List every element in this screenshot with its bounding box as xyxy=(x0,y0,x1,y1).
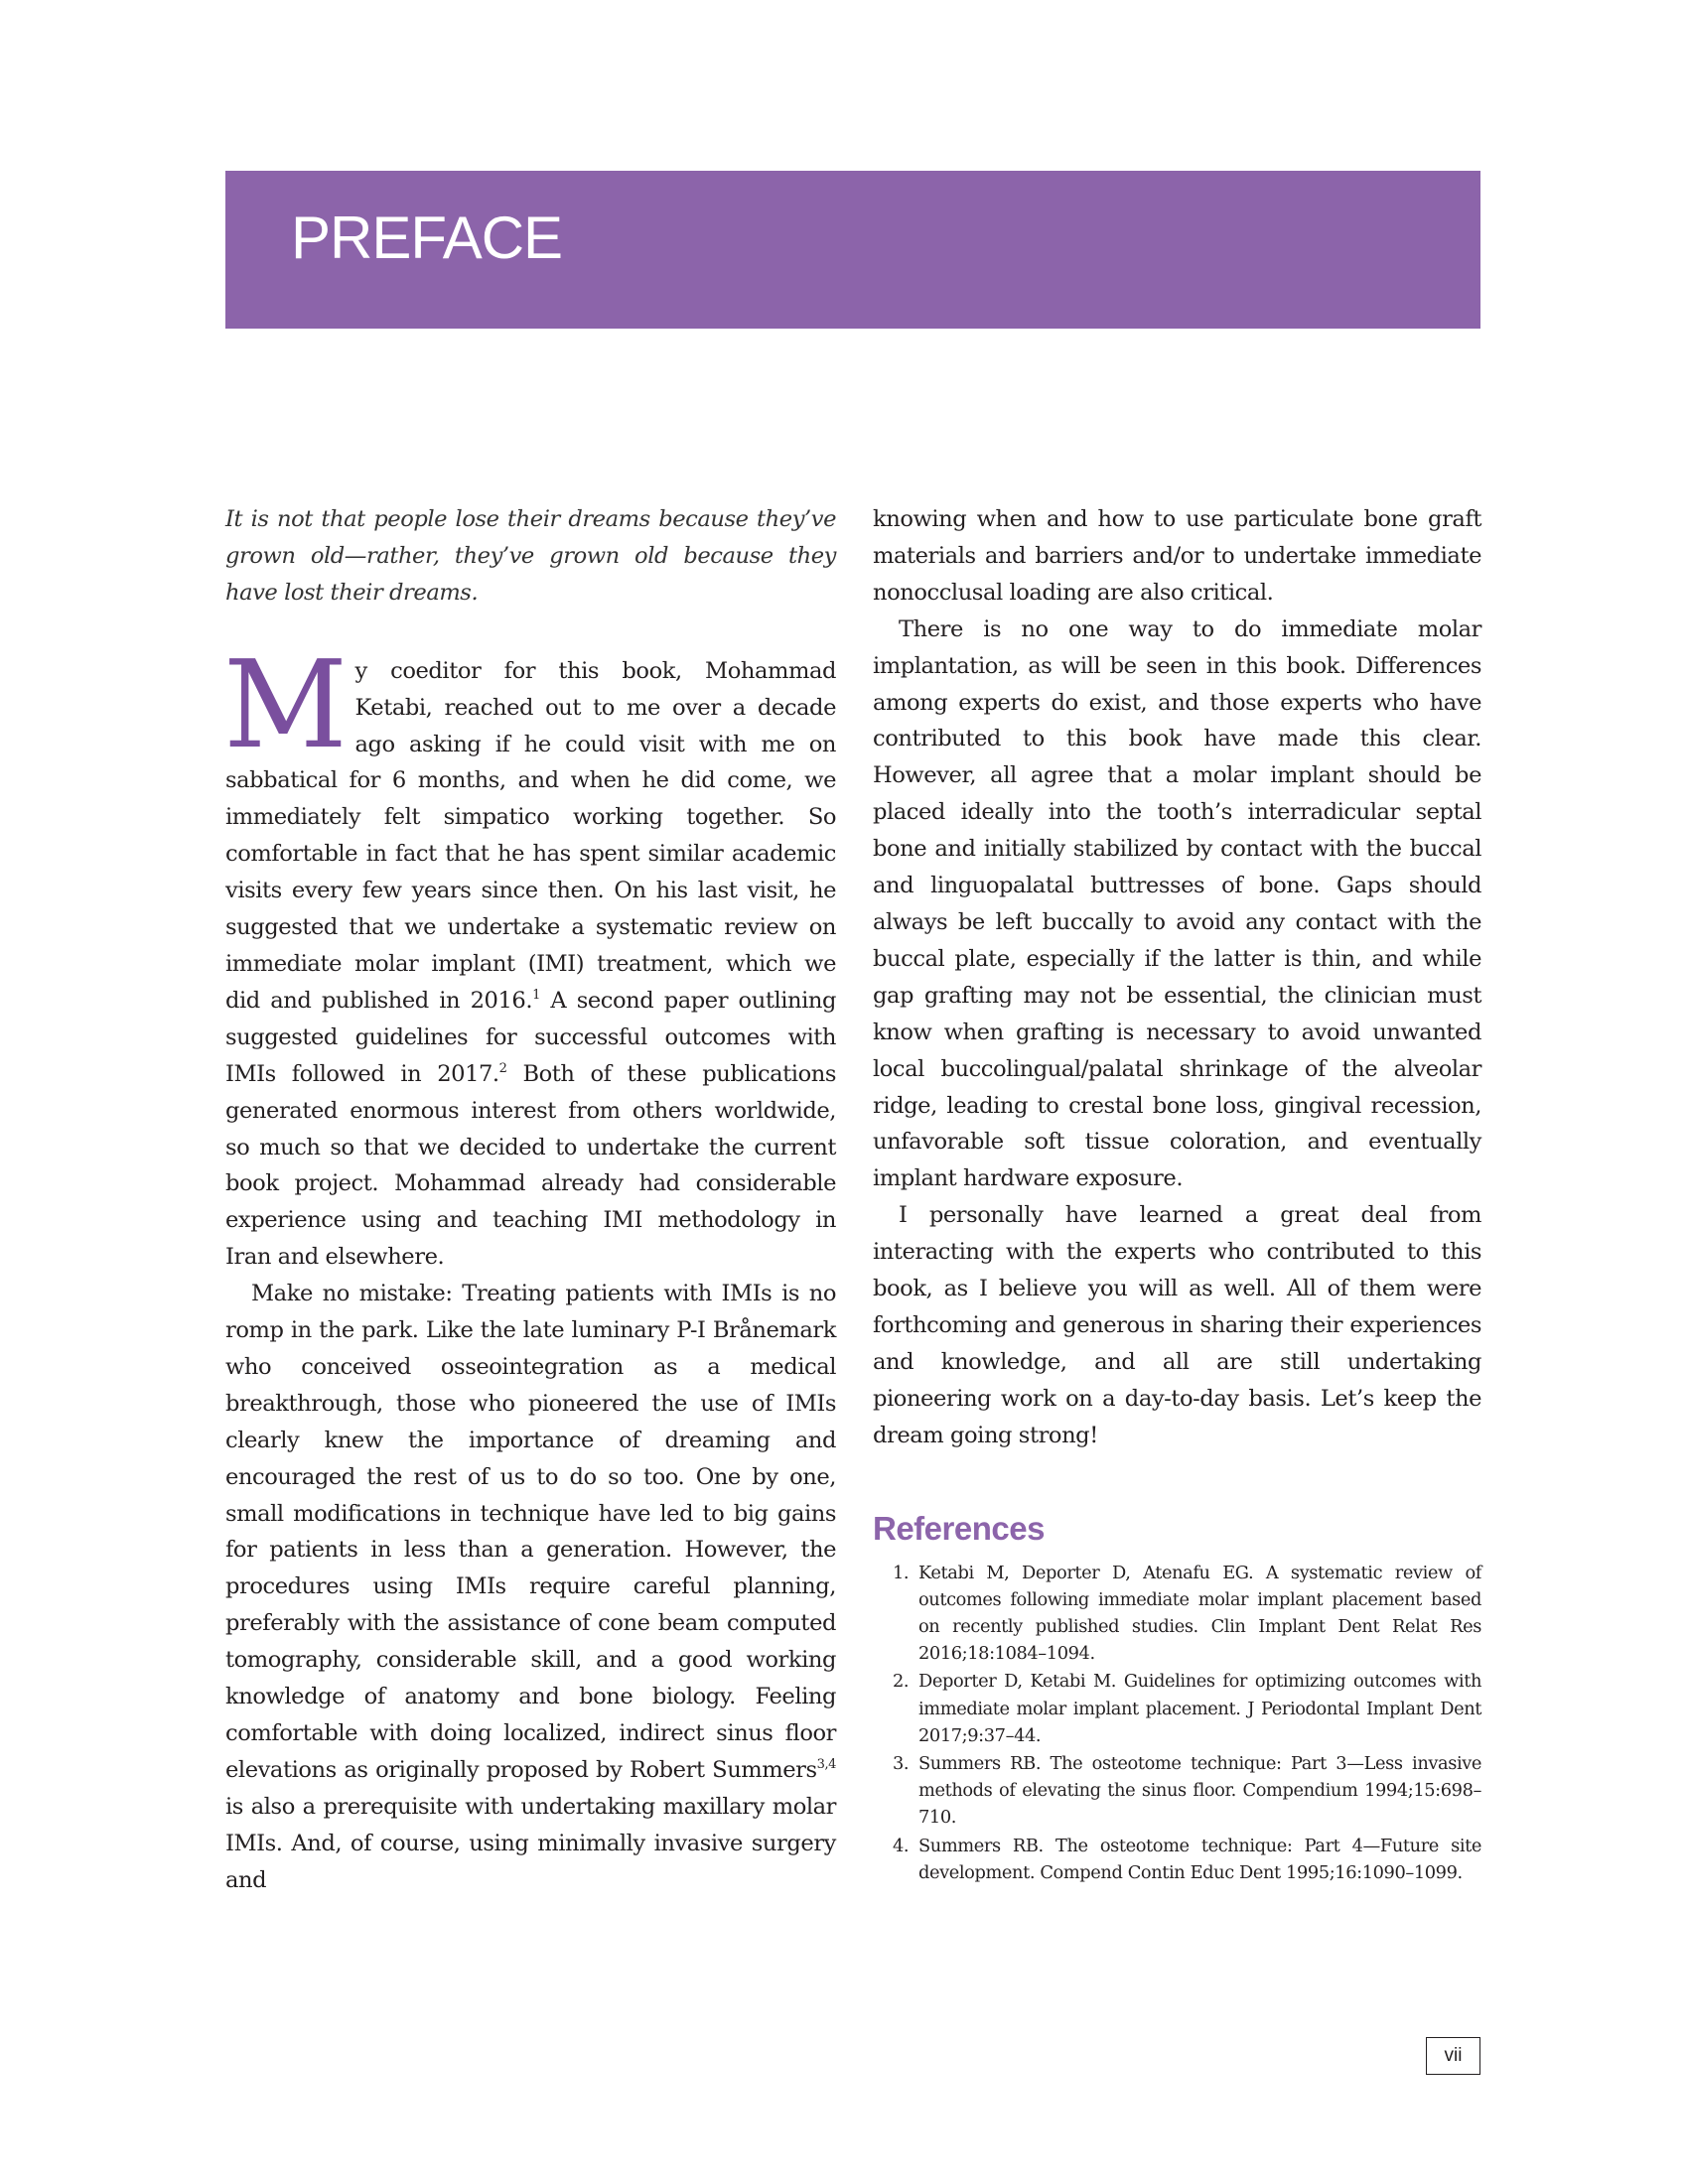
reference-number: 1. xyxy=(893,1562,910,1583)
citation-2: 2 xyxy=(498,1060,507,1076)
references-heading: References xyxy=(873,1509,1045,1547)
reference-item xyxy=(873,1833,1481,1886)
citation-1: 1 xyxy=(532,987,540,1003)
reference-text: Summers RB. The osteotome technique: Part 4—Future site development. Compend Contin Educ Dent 1995;16:1090–1099. xyxy=(918,1835,1481,1883)
reference-item xyxy=(873,1560,1481,1668)
reference-number: 3. xyxy=(893,1752,910,1774)
reference-item xyxy=(873,1668,1481,1749)
citation-3-4: 3,4 xyxy=(816,1756,836,1772)
reference-text: Deporter D, Ketabi M. Guidelines for optimizing outcomes with immediate molar implant placement. J Periodontal Implant Dent 2017;9:37–44. xyxy=(918,1671,1481,1746)
chapter-header-banner xyxy=(225,171,1480,329)
reference-number: 2. xyxy=(893,1671,910,1693)
reference-list xyxy=(873,1560,1481,1886)
epigraph: It is not that people lose their dreams because they’ve grown old—rather, they’ve grown old because they have lost their dreams. xyxy=(225,506,836,606)
paragraph-2-start xyxy=(225,1276,836,1898)
reference-text: Summers RB. The osteotome technique: Part 3—Less invasive methods of elevating the sinus floor. Compendium 1994;15:698–710. xyxy=(918,1752,1481,1829)
right-column xyxy=(873,501,1481,1887)
reference-item xyxy=(873,1750,1481,1832)
paragraph-1-text-a: y coeditor for this book, Mohammad Ketabi, reached out to me over a decade ago asking if he could visit with me on sabbatical for 6 months, and when he did come, we immediately felt simpatico working together. So comfortable in fact that he has spent similar academic visits every few years since then. On his last visit, he suggested that we undertake a systematic review on immediate molar implant (IMI) treatment, which we did and published in 2016. xyxy=(225,657,836,1014)
paragraph-1 xyxy=(223,633,836,1276)
drop-cap: M xyxy=(223,633,348,775)
reference-number: 4. xyxy=(893,1835,910,1856)
page-number: vii xyxy=(1426,2037,1480,2075)
paragraph-2-continued: knowing when and how to use particulate bone graft materials and barriers and/or to undertake immediate nonocclusal loading are also critical. xyxy=(873,506,1481,606)
chapter-title: PREFACE xyxy=(291,205,563,271)
reference-text: Ketabi M, Deporter D, Atenafu EG. A systematic review of outcomes following immediate molar implant placement based on recently published studies. Clin Implant Dent Relat Res 2016;18:1084–1094. xyxy=(918,1562,1481,1665)
paragraph-1-text-b: A second paper outlining suggested guidelines for successful outcomes with IMIs followed in 2017. xyxy=(225,987,836,1087)
paragraph-4: I personally have learned a great deal from interacting with the experts who contributed to this book, as I believe you will as well. All of them were forthcoming and generous in sharing their experiences and knowledge, and all are still undertaking pioneering work on a day-to-day basis. Let’s keep the dream going strong! xyxy=(873,1202,1481,1448)
paragraph-2-text-b: is also a prerequisite with undertaking maxillary molar IMIs. And, of course, using minimally invasive surgery and xyxy=(225,1793,836,1893)
paragraph-1-text-c: Both of these publications generated enormous interest from others worldwide, so much so that we decided to undertake the current book project. Mohammad already had considerable experience using and teaching IMI methodology in Iran and elsewhere. xyxy=(225,1060,836,1271)
left-column xyxy=(225,501,836,1899)
paragraph-2-text-a: Make no mistake: Treating patients with IMIs is no romp in the park. Like the late luminary P-I Brånemark who conceived osseointegration as a medical breakthrough, those who pioneered the use of IMIs clearly knew the importance of dreaming and encouraged the rest of us to do so too. One by one, small modifications in technique have led to big gains for patients in less than a generation. However, the procedures using IMIs require careful planning, preferably with the assistance of cone beam computed tomography, considerable skill, and a good working knowledge of anatomy and bone biology. Feeling comfortable with doing localized, indirect sinus floor elevations as originally proposed by Robert Summers xyxy=(225,1281,836,1783)
paragraph-3: There is no one way to do immediate molar implantation, as will be seen in this book. Differences among experts do exist, and those experts who have contributed to this book have made this clear. However, all agree that a molar implant should be placed ideally into the tooth’s interradicular septal bone and initially stabilized by contact with the buccal and linguopalatal buttresses of bone. Gaps should always be left buccally to avoid any contact with the buccal plate, especially if the latter is thin, and while gap grafting may not be essential, the clinician must know when grafting is necessary to avoid unwanted local buccolingual/palatal shrinkage of the alveolar ridge, leading to crestal bone loss, gingival recession, unfavorable soft tissue coloration, and eventually implant hardware exposure. xyxy=(873,615,1481,1192)
